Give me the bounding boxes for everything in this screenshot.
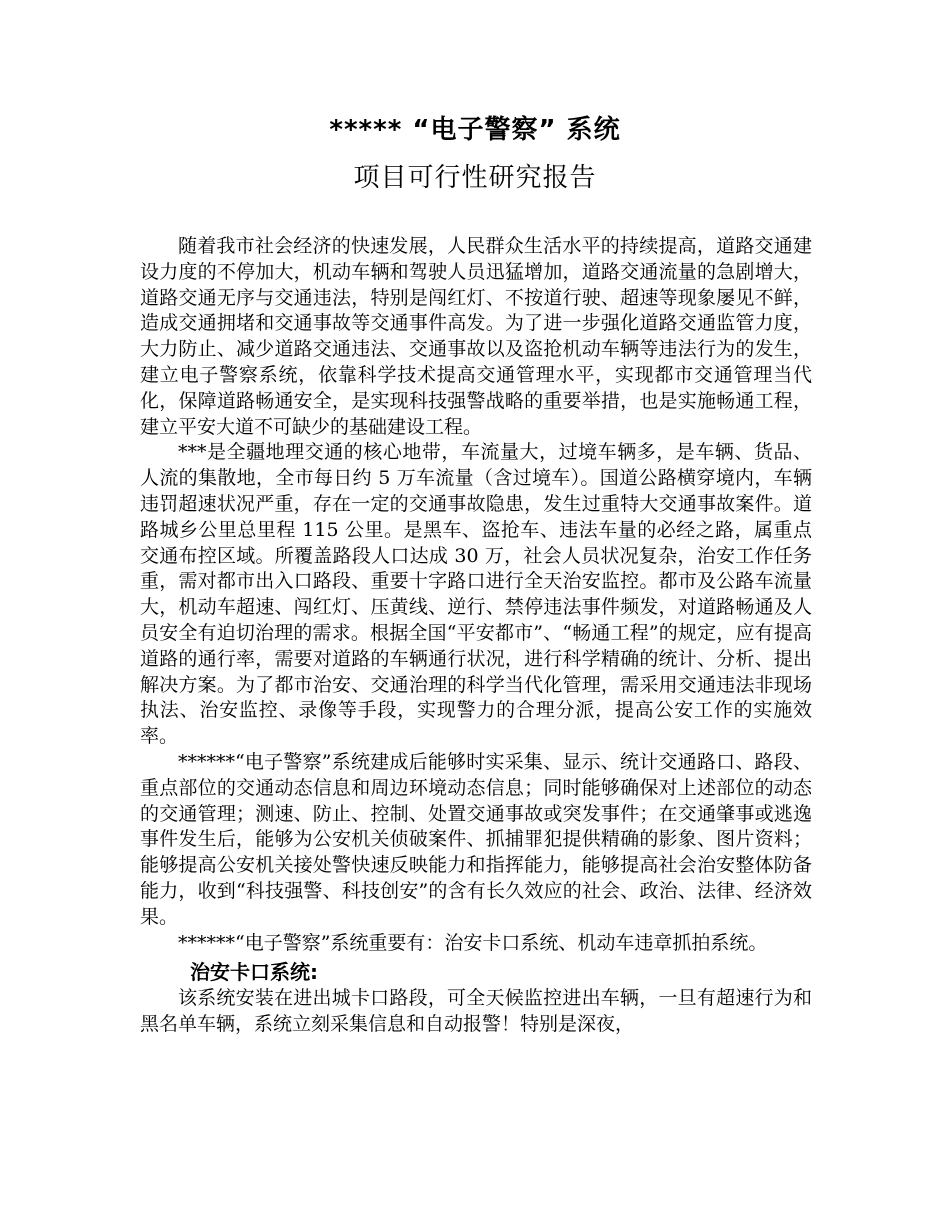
- body-paragraph: ******“电子警察”系统重要有：治安卡口系统、机动车违章抓拍系统。: [178, 931, 768, 954]
- section-paragraph: 该系统安装在进出城卡口路段，可全天候监控进出车辆，一旦有超速行为和黑名单车辆，系统立刻采集信息和自动报警！特别是深夜，: [140, 987, 812, 1036]
- body-paragraph: 随着我市社会经济的快速发展，人民群众生活水平的持续提高，道路交通建设力度的不停加大，机动车辆和驾驶人员迅猛增加，道路交通流量的急剧增大，道路交通无序与交通违法，特别是闯红灯、不按道行驶、超速等现象屡见不鲜，造成交通拥堵和交通事故等交通事件高发。为了进一步强化道路交通监管力度，大力防止、减少道路交通违法、交通事故以及盗抢机动车辆等违法行为的发生，建立电子警察系统，依靠科学技术提高交通管理水平，实现都市交通管理当代化，保障道路畅通安全，是实现科技强警战略的重要举措，也是实施畅通工程，建立平安大道不可缺少的基础建设工程。: [140, 235, 812, 438]
- document-title: ***** “电子警察” 系统: [329, 115, 621, 145]
- document-subtitle: 项目可行性研究报告: [353, 163, 597, 193]
- body-paragraph: ******“电子警察”系统建成后能够时实采集、显示、统计交通路口、路段、重点部位的交通动态信息和周边环境动态信息；同时能够确保对上述部位的动态的交通管理；测速、防止、控制、处置交通事故或突发事件；在交通肇事或逃逸事件发生后，能够为公安机关侦破案件、抓捕罪犯提供精确的影象、图片资料；能够提高公安机关接处警快速反映能力和指挥能力，能够提高社会治安整体防备能力，收到“科技强警、科技创安”的含有长久效应的社会、政治、法律、经济效果。: [140, 750, 812, 928]
- section-heading: 治安卡口系统:: [190, 960, 318, 985]
- document-body: [140, 234, 812, 1038]
- body-paragraph: ***是全疆地理交通的核心地带，车流量大，过境车辆多，是车辆、货品、人流的集散地，全市每日约 5 万车流量（含过境车）。国道公路横穿境内，车辆违罚超速状况严重，存在一定的交通事故隐患，发生过重特大交通事故案件。道路城乡公里总里程 115 公里。是黑车、盗抢车、违法车量的必经之路，属重点交通布控区域。所覆盖路段人口达成 30 万，社会人员状况复杂，治安工作任务重，需对都市出入口路段、重要十字路口进行全天治安监控。都市及公路车流量大，机动车超速、闯红灯、压黄线、逆行、禁停违法事件频发，对道路畅通及人员安全有迫切治理的需求。根据全国“平安都市”、“畅通工程”的规定，应有提高道路的通行率，需要对道路的车辆通行状况，进行科学精确的统计、分析、提出解决方案。为了都市治安、交通治理的科学当代化管理，需采用交通违法非现场执法、治安监控、录像等手段，实现警力的合理分派，提高公安工作的实施效率。: [140, 441, 812, 748]
